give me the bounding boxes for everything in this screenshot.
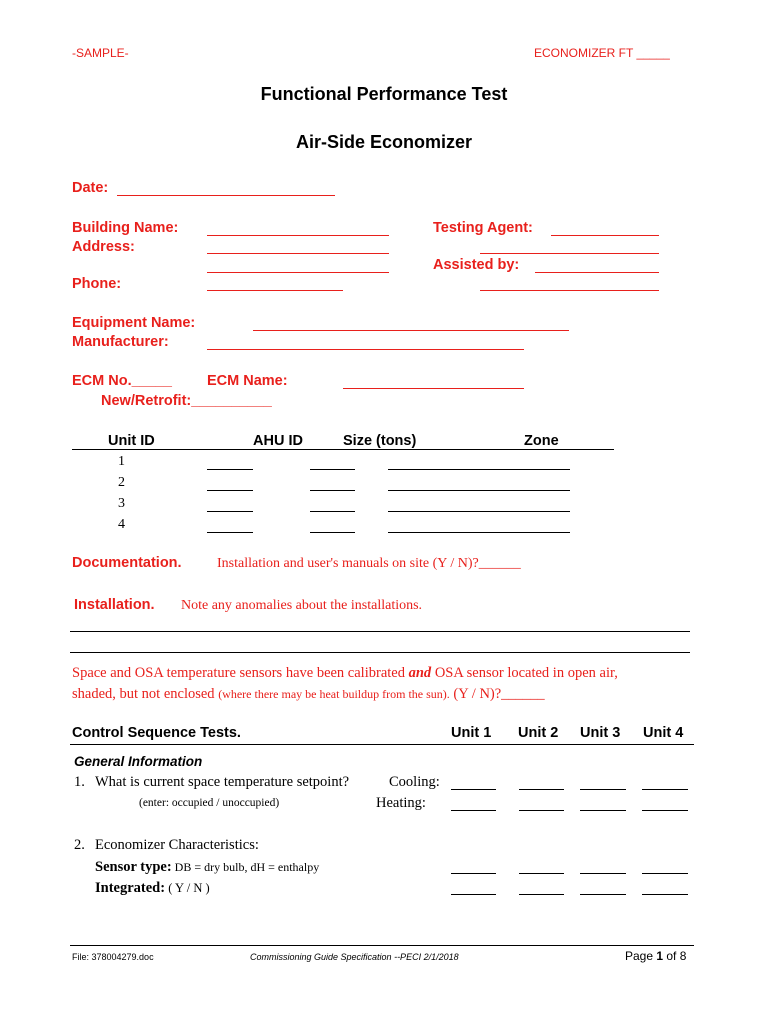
date-label: Date: (72, 180, 109, 196)
address-field-1[interactable] (207, 253, 389, 254)
footer-page-prefix: Page (625, 949, 657, 963)
unit-2-header: Unit 2 (518, 725, 559, 741)
q1-cooling-unit-2[interactable] (519, 789, 564, 790)
sensors-text-part-2: OSA sensor located in open air, (431, 665, 618, 681)
unit-row-4-zone[interactable] (388, 532, 570, 533)
ahu-id-header: AHU ID (253, 433, 303, 449)
document-subtitle: Air-Side Economizer (295, 132, 473, 152)
integrated-text: ( Y / N ) (165, 881, 210, 895)
control-heading-underline (70, 744, 694, 745)
unit-row-2-size[interactable] (310, 490, 355, 491)
header-economizer-label: ECONOMIZER FT _____ (534, 46, 670, 60)
q1-heating-unit-4[interactable] (642, 810, 688, 811)
control-sequence-heading: Control Sequence Tests. (72, 725, 241, 741)
address-label: Address: (72, 239, 135, 255)
q1-heating-unit-3[interactable] (580, 810, 626, 811)
unit-row-1-ahu[interactable] (207, 469, 253, 470)
sensor-type-unit-1[interactable] (451, 873, 496, 874)
integrated-unit-3[interactable] (580, 894, 626, 895)
phone-label: Phone: (72, 276, 122, 292)
installation-label: Installation. (74, 597, 155, 613)
unit-4-header: Unit 4 (643, 725, 684, 741)
unit-row-3-ahu[interactable] (207, 511, 253, 512)
unit-row-1-size[interactable] (310, 469, 355, 470)
building-name-field[interactable] (207, 235, 389, 236)
sensors-text-part-1: Space and OSA temperature sensors have been calibrated (72, 665, 409, 681)
q1-cooling-unit-1[interactable] (451, 789, 496, 790)
unit-row-4-ahu[interactable] (207, 532, 253, 533)
sensors-statement-line-1 (72, 665, 618, 682)
integrated-label: Integrated: (95, 880, 166, 896)
sensors-note-small: (where there may be heat buildup from the sun). (218, 687, 450, 701)
equipment-name-label: Equipment Name: (72, 315, 196, 331)
manufacturer-label: Manufacturer: (72, 334, 169, 350)
q1-cooling-label: Cooling: (389, 774, 440, 790)
unit-row-1-id: 1 (118, 454, 125, 469)
date-field[interactable] (117, 195, 335, 196)
unit-row-4-size[interactable] (310, 532, 355, 533)
testing-agent-field[interactable] (551, 235, 659, 236)
manufacturer-field[interactable] (207, 349, 524, 350)
q1-text: What is current space temperature setpoint? (95, 774, 350, 790)
header-sample-label: -SAMPLE- (72, 46, 129, 60)
unit-table-header-underline (72, 449, 614, 450)
unit-row-1-zone[interactable] (388, 469, 570, 470)
q1-heating-unit-2[interactable] (519, 810, 564, 811)
zone-header: Zone (524, 433, 559, 449)
general-information-heading: General Information (74, 754, 203, 769)
q1-enter-note: (enter: occupied / unoccupied) (139, 797, 280, 809)
installation-notes-line-2[interactable] (70, 652, 690, 653)
new-retrofit-label: New/Retrofit:__________ (101, 393, 272, 409)
assisted-by-label: Assisted by: (433, 257, 520, 273)
sensor-type-text: DB = dry bulb, dH = enthalpy (171, 860, 320, 874)
assisted-by-field[interactable] (535, 272, 659, 273)
q1-number: 1. (74, 774, 85, 790)
q1-cooling-unit-4[interactable] (642, 789, 688, 790)
testing-agent-label: Testing Agent: (433, 220, 533, 236)
q1-heating-unit-1[interactable] (451, 810, 496, 811)
document-title: Functional Performance Test (260, 84, 508, 104)
equipment-name-field[interactable] (253, 330, 569, 331)
unit-row-2-ahu[interactable] (207, 490, 253, 491)
sensor-type-unit-4[interactable] (642, 873, 688, 874)
unit-id-header: Unit ID (108, 433, 155, 449)
integrated-unit-1[interactable] (451, 894, 496, 895)
unit-3-header: Unit 3 (580, 725, 621, 741)
footer-page-suffix: of 8 (663, 949, 687, 963)
unit-row-2-zone[interactable] (388, 490, 570, 491)
integrated-unit-4[interactable] (642, 894, 688, 895)
installation-text: Note any anomalies about the installations. (181, 598, 423, 613)
installation-notes-line-1[interactable] (70, 631, 690, 632)
footer-rule (70, 945, 694, 946)
unit-row-3-id: 3 (118, 496, 125, 511)
testing-agent-field-2[interactable] (480, 253, 659, 254)
phone-field[interactable] (207, 290, 343, 291)
unit-row-4-id: 4 (118, 517, 125, 532)
q2-number: 2. (74, 837, 85, 853)
unit-row-3-size[interactable] (310, 511, 355, 512)
building-name-label: Building Name: (72, 220, 179, 236)
sensors-statement-line-2 (72, 686, 545, 703)
integrated-unit-2[interactable] (519, 894, 564, 895)
footer-page-number: 1 (656, 949, 664, 963)
ecm-name-label: ECM Name: (207, 373, 288, 389)
q1-heating-label: Heating: (376, 795, 426, 811)
ecm-no-label: ECM No._____ (72, 373, 172, 389)
sensors-yn-prompt: (Y / N)?______ (449, 686, 545, 702)
footer-file-name: File: 378004279.doc (72, 952, 154, 962)
ecm-name-field[interactable] (343, 388, 524, 389)
unit-1-header: Unit 1 (451, 725, 492, 741)
documentation-text: Installation and user's manuals on site (Y / N)?______ (217, 556, 521, 571)
sensor-type-unit-3[interactable] (580, 873, 626, 874)
q2-text: Economizer Characteristics: (95, 837, 259, 853)
address-field-2[interactable] (207, 272, 389, 273)
unit-row-2-id: 2 (118, 475, 125, 490)
sensors-and-emphasis: and (408, 665, 432, 681)
sensor-type-unit-2[interactable] (519, 873, 564, 874)
footer-page-indicator (625, 949, 686, 963)
footer-center-text: Commissioning Guide Specification --PECI 2/1/2018 (250, 952, 459, 962)
sensor-type-row (95, 858, 319, 876)
assisted-by-field-2[interactable] (480, 290, 659, 291)
q1-cooling-unit-3[interactable] (580, 789, 626, 790)
unit-row-3-zone[interactable] (388, 511, 570, 512)
sensor-type-label: Sensor type: (95, 859, 172, 875)
size-tons-header: Size (tons) (343, 433, 417, 449)
documentation-label: Documentation. (72, 555, 182, 571)
sensors-text-part-3: shaded, but not enclosed (72, 686, 219, 702)
integrated-row (95, 879, 210, 897)
